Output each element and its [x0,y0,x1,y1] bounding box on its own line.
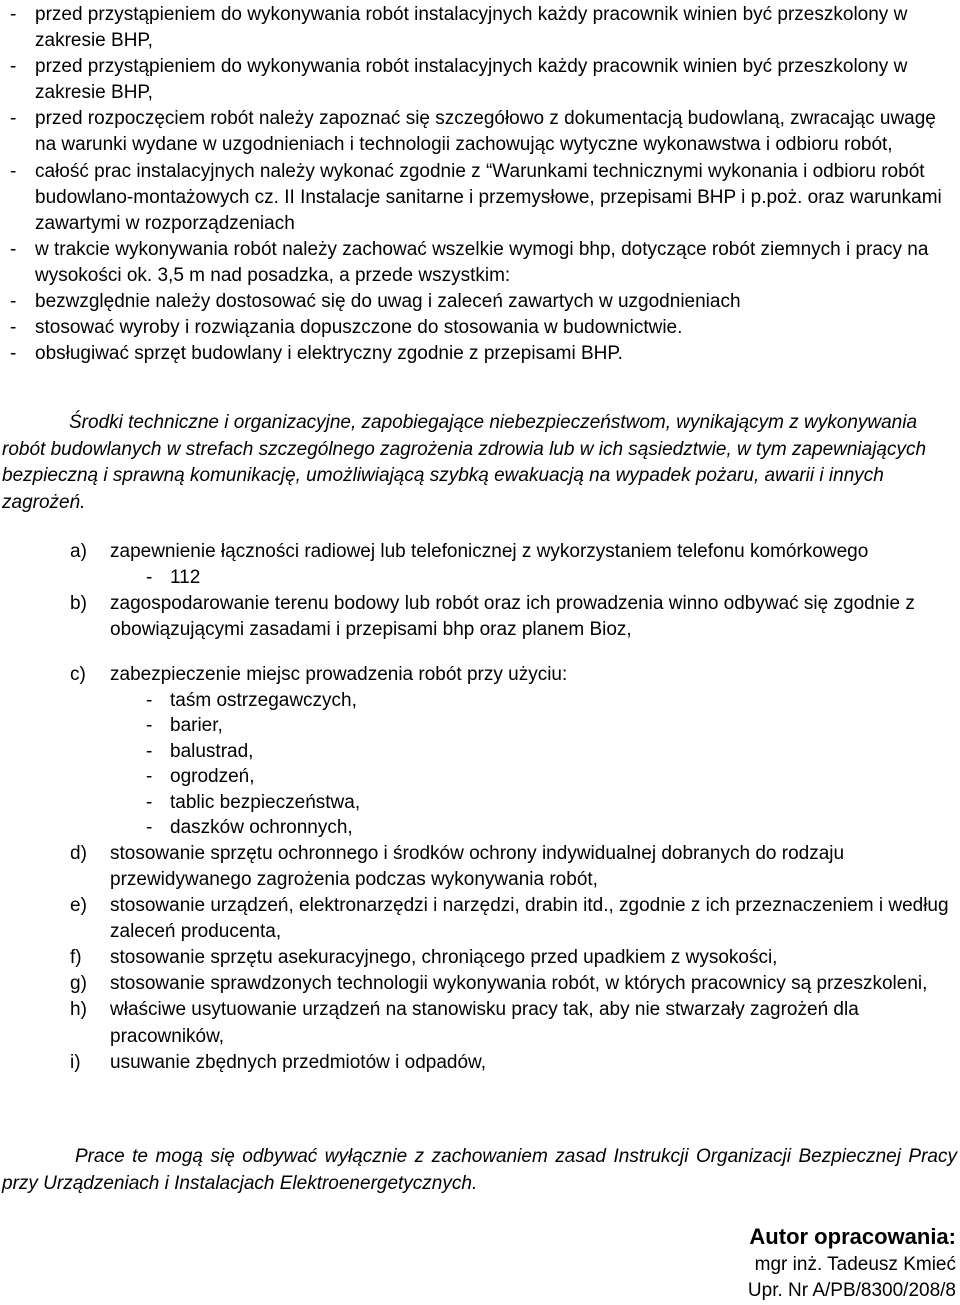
list-item-text: obsługiwać sprzęt budowlany i elektryczny zgodnie z przepisami BHP. [35,343,623,365]
item-text: zagospodarowanie terenu bodowy lub robót oraz ich prowadzenia winno odbywać się zgodnie z obowiązującymi zasadami i przepisami bhp oraz planem Bioz, [110,592,915,640]
closing-paragraph: Prace te mogą się odbywać wyłącznie z zachowaniem zasad Instrukcji Organizacji Bezpiecznej Pracy przy Urządzeniach i Instalacjach Elektroenergetycznych. [2,1146,957,1194]
item-text: właściwe usytuowanie urządzeń na stanowisku pracy tak, aby nie stwarzały zagrożeń dla pracowników, [110,999,859,1047]
measures-list [0,539,958,1076]
item-letter: e) [70,895,87,917]
dash-marker: - [10,160,17,182]
item-letter: i) [70,1051,81,1073]
list-item-text: przed przystąpieniem do wykonywania robót instalacyjnych każdy pracownik winien być przeszkolony w zakresie BHP, [35,56,908,104]
author-heading: Autor opracowania: [749,1224,956,1249]
dash-marker: - [10,343,17,365]
sub-list [110,688,958,841]
sub-list-text: 112 [170,567,201,589]
list-item [0,341,958,367]
measure-item [0,1050,958,1076]
item-text: zapewnienie łączności radiowej lub telefonicznej z wykorzystaniem telefonu komórkowego [110,541,869,562]
author-name: mgr inż. Tadeusz Kmieć [754,1254,956,1275]
dash-marker: - [10,56,17,78]
sub-list-text: taśm ostrzegawczych, [170,689,357,711]
sub-list-text: barier, [170,715,223,737]
sub-list-item [110,713,958,739]
requirements-list [0,2,958,367]
list-item [0,106,958,158]
item-letter: f) [70,947,82,969]
dash-marker: - [10,4,17,25]
list-item-text: stosować wyroby i rozwiązania dopuszczone do stosowania w budownictwie. [35,317,683,339]
dash-marker: - [146,567,153,589]
sub-list [110,565,958,591]
item-letter: b) [70,592,87,614]
spacer [0,643,958,662]
measure-item [0,971,958,997]
dash-marker: - [10,291,17,313]
item-letter: g) [70,973,87,995]
dash-marker: - [10,238,17,260]
dash-marker: - [146,689,153,711]
measure-item [0,841,958,893]
item-text: stosowanie urządzeń, elektronarzędzi i narzędzi, drabin itd., zgodnie z ich przeznaczeniem i według zaleceń producenta, [110,895,949,943]
sub-list-item [110,739,958,765]
sub-list-item [110,688,958,714]
list-item-text: bezwzględnie należy dostosować się do uwag i zaleceń zawartych w uzgodnieniach [35,291,741,313]
sub-list-item [110,815,958,841]
item-letter: d) [70,842,87,864]
list-item-text: w trakcie wykonywania robót należy zachować wszelkie wymogi bhp, dotyczące robót ziemnych i pracy na wysokości ok. 3,5 m nad posadzka, a przede wszystkim: [35,238,929,286]
measure-item [0,539,958,591]
sub-list-item [110,565,958,591]
sub-list-item [110,790,958,816]
list-item [0,315,958,341]
item-text: stosowanie sprzętu ochronnego i środków ochrony indywidualnej dobranych do rodzaju przewidywanego zagrożenia podczas wykonywania robót, [110,842,845,890]
dash-marker: - [10,108,17,130]
dash-marker: - [146,817,153,839]
author-block [748,1222,956,1304]
list-item [0,237,958,289]
list-item-text: całość prac instalacyjnych należy wykonać zgodnie z “Warunkami technicznymi wykonania i odbioru robót budowlano-montażowych cz. II Instalacje sanitarne i przemysłowe, przepisami BHP i p.poż. oraz warunkami zawartymi w rozporządzeniach [35,160,942,234]
list-item [0,289,958,315]
sub-list-text: balustrad, [170,740,254,762]
item-letter: c) [70,663,86,685]
measure-item [0,997,958,1049]
item-letter: h) [70,999,87,1021]
item-text: zabezpieczenie miejsc prowadzenia robót przy użyciu: [110,663,568,685]
dash-marker: - [146,766,153,788]
item-text: stosowanie sprzętu asekuracyjnego, chroniącego przed upadkiem z wysokości, [110,947,778,969]
list-item [0,54,958,106]
item-text: usuwanie zbędnych przedmiotów i odpadów, [110,1051,487,1073]
author-permit: Upr. Nr A/PB/8300/208/8 [747,1280,956,1301]
measure-item [0,945,958,971]
dash-marker: - [10,317,17,339]
list-item [0,2,958,54]
sub-list-text: daszków ochronnych, [170,817,353,839]
measure-item [0,662,958,841]
dash-marker: - [146,791,153,813]
list-item-text: przed rozpoczęciem robót należy zapoznać się szczegółowo z dokumentacją budowlaną, zwracając uwagę na warunki wydane w uzgodnieniach i technologii zachowując wytyczne wykonawstwa i odbioru robót, [35,108,936,156]
measure-item [0,893,958,945]
measure-item [0,591,958,643]
sub-list-text: ogrodzeń, [170,766,255,788]
item-letter: a) [70,541,87,562]
sub-list-item [110,764,958,790]
list-item-text: przed przystąpieniem do wykonywania robót instalacyjnych każdy pracownik winien być przeszkolony w zakresie BHP, [35,4,908,52]
sub-list-text: tablic bezpieczeństwa, [170,791,361,813]
item-text: stosowanie sprawdzonych technologii wykonywania robót, w których pracownicy są przeszkoleni, [110,973,928,995]
dash-marker: - [146,740,153,762]
list-item [0,159,958,237]
section-intro: Środki techniczne i organizacyjne, zapobiegające niebezpieczeństwom, wynikającym z wykonywania robót budowlanych w strefach szczególnego zagrożenia zdrowia lub w ich sąsiedztwie, w tym zapewniających bezpieczną i sprawną komunikację, umożliwiającą szybką ewakuacją na wypadek pożaru, awarii i innych zagrożeń. [2,412,927,513]
dash-marker: - [146,715,153,737]
